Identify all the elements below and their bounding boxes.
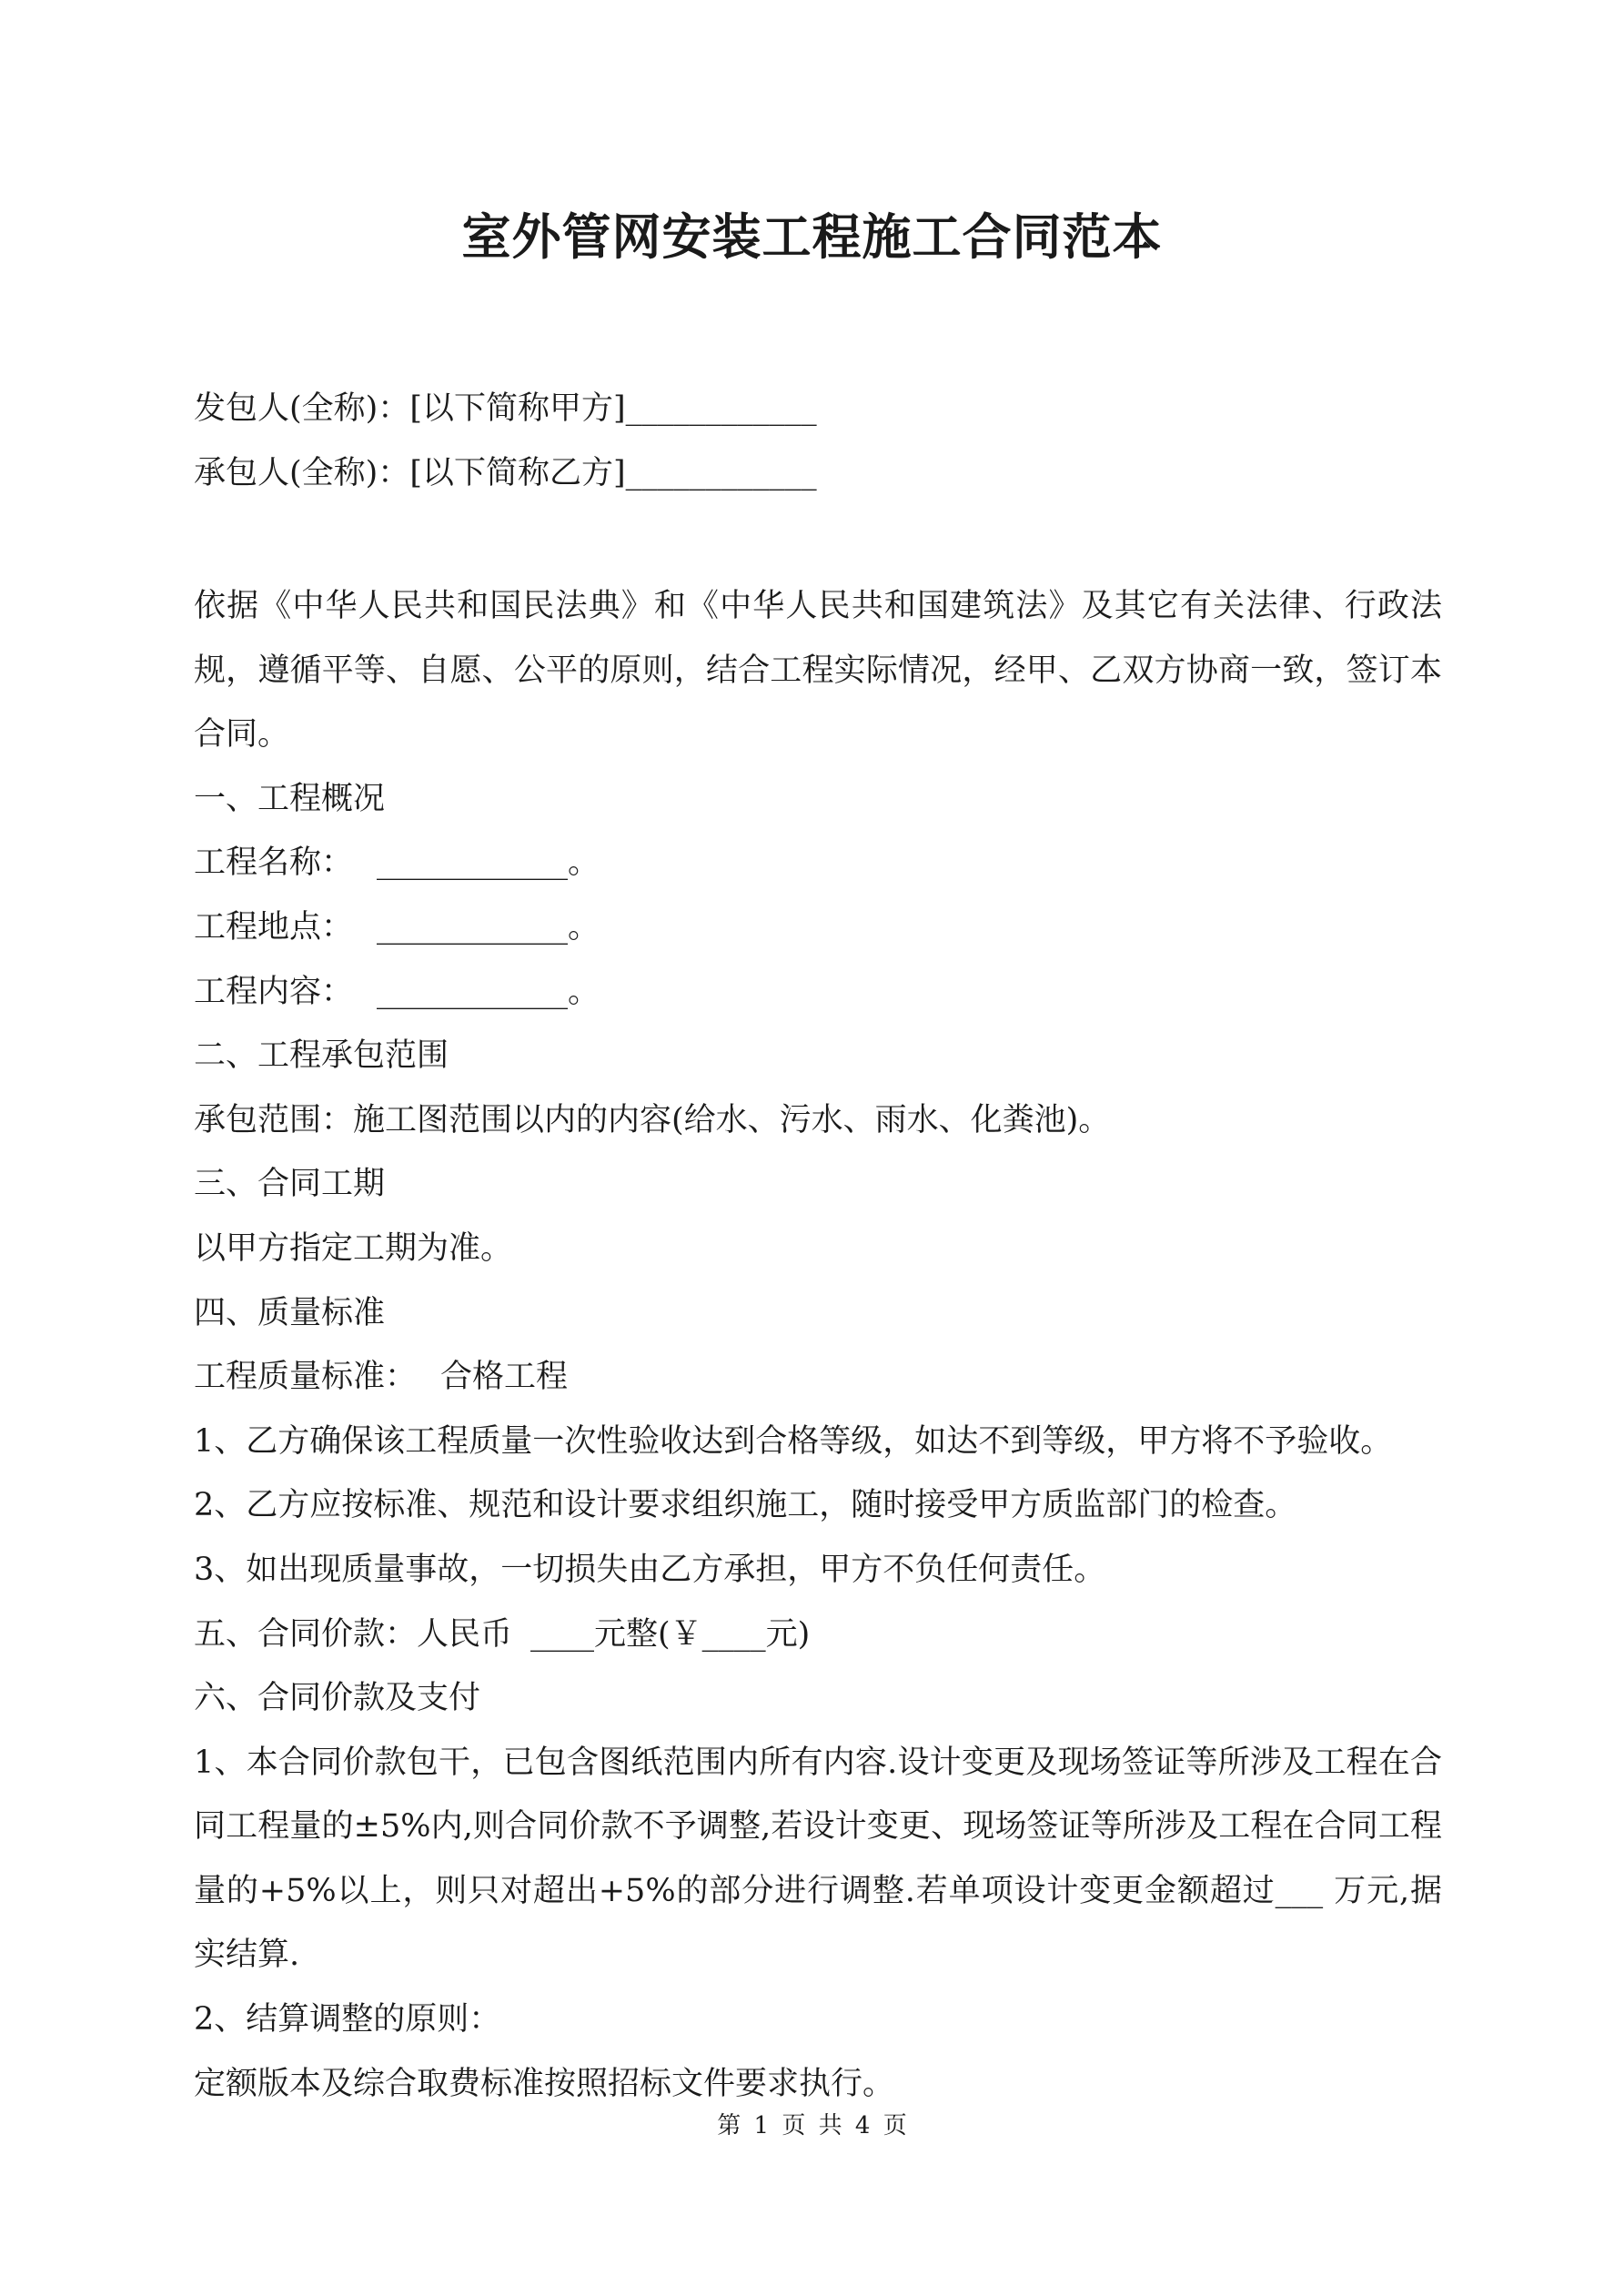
section1-heading: 一、工程概况	[194, 780, 386, 817]
schedule-text: 以甲方指定工期为准。	[194, 1229, 513, 1267]
contractor-value: [以下简称乙方]____________	[409, 455, 817, 491]
project-name-value: ____________。	[377, 845, 600, 882]
contract-price-value: ____元整(￥____元)	[530, 1615, 811, 1653]
project-content-value: ____________。	[377, 973, 600, 1010]
quality-item-3: 3、如出现质量事故，一切损失由乙方承担，甲方不负任何责任。	[194, 1551, 1106, 1588]
project-location-line	[194, 895, 1442, 960]
page-footer: 第 1 页 共 4 页	[717, 2112, 907, 2139]
document-title: 室外管网安装工程施工合同范本	[461, 207, 1163, 266]
quality-item-2: 2、乙方应按标准、规范和设计要求组织施工，随时接受甲方质监部门的检查。	[194, 1487, 1297, 1524]
payment-item-2: 2、结算调整的原则：	[194, 2001, 501, 2038]
payment-item-1: 1、本合同价款包干，已包含图纸范围内所有内容.设计变更及现场签证等所涉及工程在合同工程量的±5%内,则合同价款不予调整,若设计变更、现场签证等所涉及工程在合同工程量的+5%以上，则只对超出+5%的部分进行调整.若单项设计变更金额超过___ 万元,据实结算.	[194, 1744, 1442, 1974]
contract-price-line	[194, 1603, 1442, 1667]
section4-heading: 四、质量标准	[194, 1294, 386, 1331]
project-content-line	[194, 960, 1442, 1025]
quality-item-1: 1、乙方确保该工程质量一次性验收达到合格等级，如达不到等级，甲方将不予验收。	[194, 1422, 1393, 1460]
payment-item-2-text: 定额版本及综合取费标准按照招标文件要求执行。	[194, 2065, 895, 2102]
contract-body	[194, 574, 1442, 2116]
preamble: 依据《中华人民共和国民法典》和《中华人民共和国建筑法》及其它有关法律、行政法规，遵循平等、自愿、公平的原则，结合工程实际情况，经甲、乙双方协商一致，签订本合同。	[194, 588, 1442, 754]
section2-heading: 二、工程承包范围	[194, 1037, 449, 1075]
project-name-label: 工程名称：	[194, 845, 354, 882]
project-location-label: 工程地点：	[194, 908, 354, 946]
project-location-value: ____________。	[377, 908, 600, 946]
employer-label: 发包人(全称)：	[194, 390, 410, 427]
section6-heading: 六、合同价款及支付	[194, 1680, 481, 1717]
project-content-label: 工程内容：	[194, 973, 354, 1010]
scope-text: 承包范围：施工图范围以内的内容(给水、污水、雨水、化粪池)。	[194, 1101, 1111, 1138]
quality-standard-line	[194, 1345, 1442, 1410]
section3-heading: 三、合同工期	[194, 1166, 386, 1203]
employer-line	[194, 386, 817, 431]
project-name-line	[194, 831, 1442, 895]
quality-standard-label: 工程质量标准：	[194, 1359, 418, 1396]
quality-standard-value: 合格工程	[440, 1359, 569, 1396]
contract-price-label: 五、合同价款：人民币	[194, 1615, 513, 1653]
employer-value: [以下简称甲方]____________	[409, 390, 817, 427]
contractor-label: 承包人(全称)：	[194, 455, 410, 491]
contractor-line	[194, 450, 817, 496]
